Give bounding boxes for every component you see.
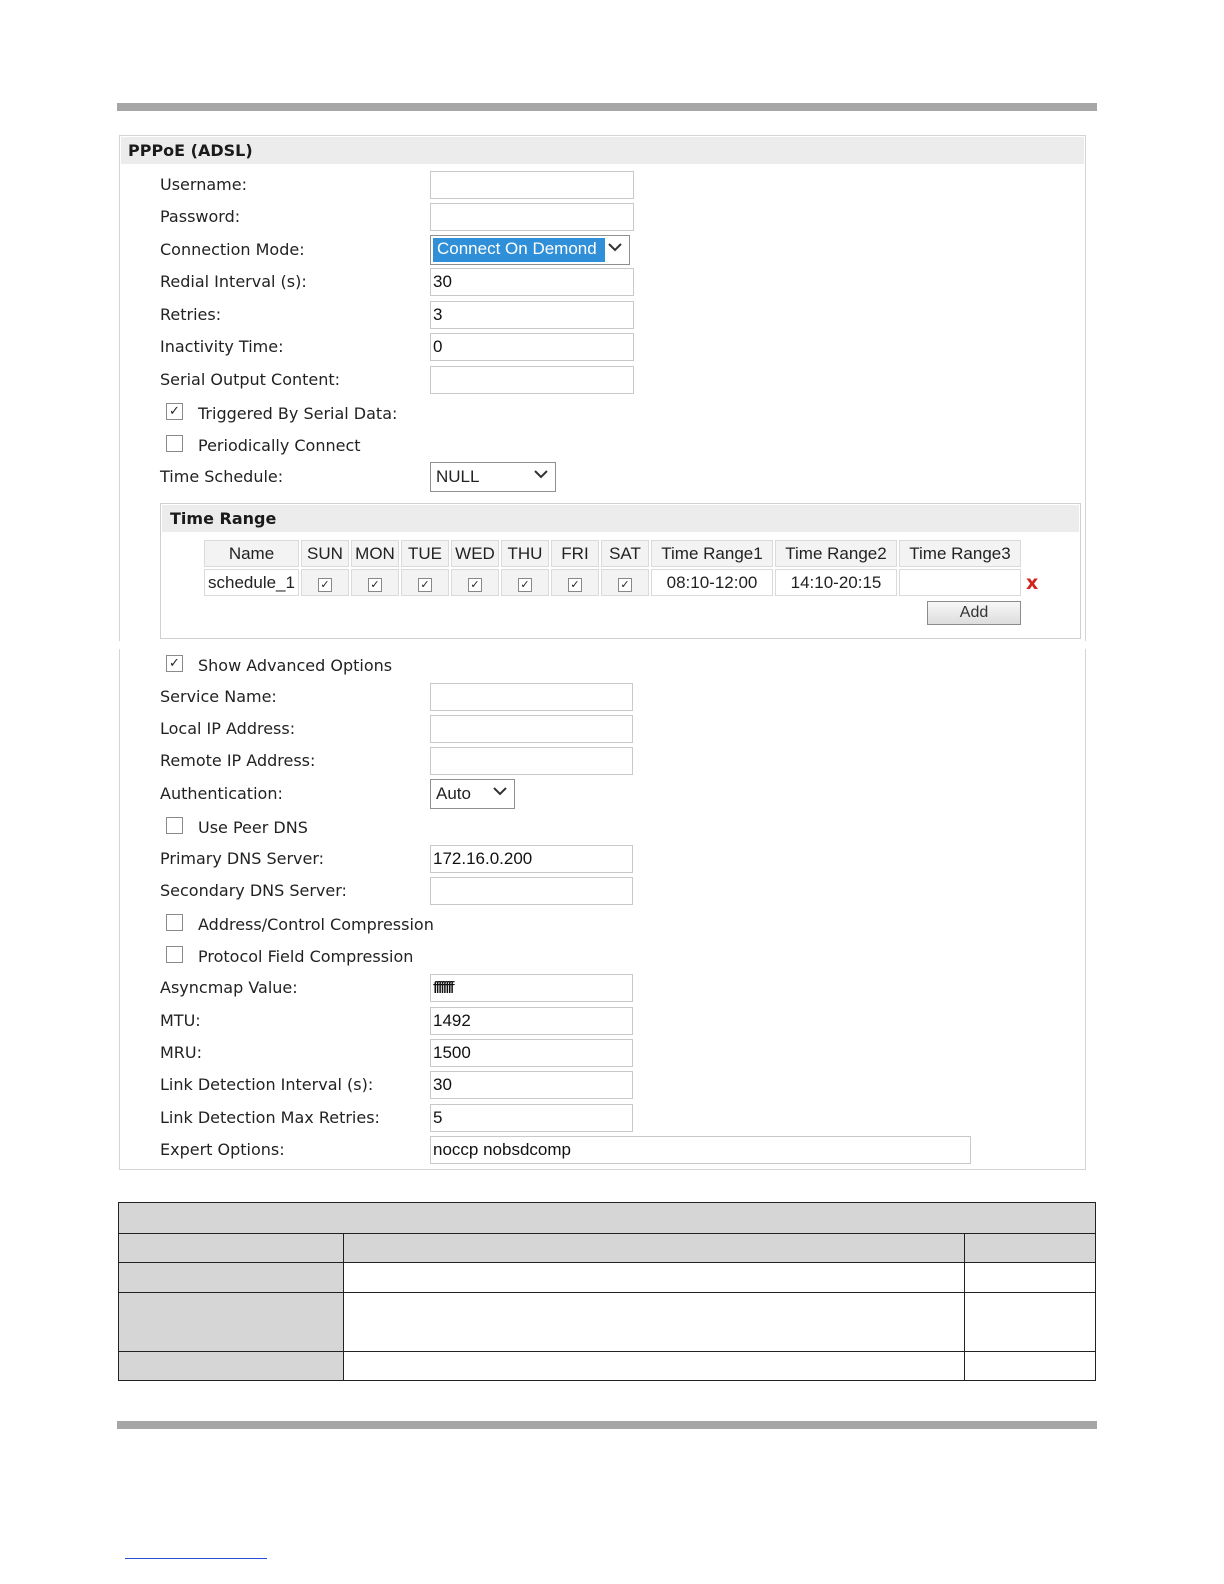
show-advanced-checkbox[interactable]: ✓	[166, 655, 183, 672]
col-name: Name	[204, 540, 299, 567]
time-range-title: Time Range	[162, 505, 1079, 532]
time-schedule-select[interactable]	[430, 462, 556, 492]
table-title-row	[119, 1203, 1096, 1234]
mon-checkbox[interactable]: ✓	[368, 578, 382, 592]
inactivity-time-input[interactable]: 0	[430, 333, 634, 361]
col-sat: SAT	[601, 540, 649, 567]
password-input[interactable]	[430, 203, 634, 231]
link-detection-retries-input[interactable]: 5	[430, 1104, 633, 1132]
remote-ip-input[interactable]	[430, 747, 633, 775]
local-ip-label: Local IP Address:	[160, 719, 296, 738]
retries-input[interactable]: 3	[430, 301, 634, 329]
table-row	[204, 569, 1021, 596]
table-header-row	[119, 1234, 1096, 1263]
connection-mode-select[interactable]	[430, 235, 630, 265]
redial-interval-label: Redial Interval (s):	[160, 272, 307, 291]
fri-checkbox[interactable]: ✓	[568, 578, 582, 592]
serial-output-input[interactable]	[430, 366, 634, 394]
mru-label: MRU:	[160, 1043, 203, 1062]
col-sun: SUN	[301, 540, 349, 567]
bottom-rule	[117, 1421, 1097, 1429]
parameter-table	[118, 1202, 1096, 1381]
password-label: Password:	[160, 207, 241, 226]
col-tue: TUE	[401, 540, 449, 567]
panel-gap	[119, 641, 1086, 649]
tue-checkbox[interactable]: ✓	[418, 578, 432, 592]
sun-checkbox[interactable]: ✓	[318, 578, 332, 592]
link-detection-retries-label: Link Detection Max Retries:	[160, 1108, 380, 1127]
mtu-input[interactable]: 1492	[430, 1007, 633, 1035]
peer-dns-checkbox[interactable]	[166, 817, 183, 834]
asyncmap-input[interactable]: ffffffff	[430, 974, 633, 1002]
asyncmap-label: Asyncmap Value:	[160, 978, 298, 997]
panel-title: PPPoE (ADSL)	[121, 137, 1084, 164]
triggered-checkbox[interactable]: ✓	[166, 403, 183, 420]
secondary-dns-label: Secondary DNS Server:	[160, 881, 347, 900]
primary-dns-label: Primary DNS Server:	[160, 849, 325, 868]
table-row	[119, 1263, 1096, 1293]
col-thu: THU	[501, 540, 549, 567]
expert-options-label: Expert Options:	[160, 1140, 285, 1159]
chevron-down-icon	[607, 239, 623, 260]
col-wed: WED	[451, 540, 499, 567]
connection-mode-label: Connection Mode:	[160, 240, 305, 259]
addr-ctrl-compression-label: Address/Control Compression	[198, 915, 434, 934]
col-mon: MON	[351, 540, 399, 567]
chevron-down-icon	[533, 466, 549, 487]
time-range2-cell[interactable]: 14:10-20:15	[775, 569, 897, 596]
peer-dns-label: Use Peer DNS	[198, 818, 308, 837]
authentication-value: Auto	[436, 784, 471, 803]
username-label: Username:	[160, 175, 247, 194]
serial-output-label: Serial Output Content:	[160, 370, 341, 389]
local-ip-input[interactable]	[430, 715, 633, 743]
authentication-select[interactable]	[430, 779, 515, 809]
link-detection-interval-input[interactable]: 30	[430, 1071, 633, 1099]
service-name-input[interactable]	[430, 683, 633, 711]
delete-row-icon[interactable]: x	[1026, 572, 1039, 594]
top-rule	[117, 103, 1097, 111]
time-range1-cell[interactable]: 08:10-12:00	[651, 569, 773, 596]
triggered-label: Triggered By Serial Data:	[198, 404, 398, 423]
schedule-name-cell[interactable]: schedule_1	[204, 569, 299, 596]
mru-input[interactable]: 1500	[430, 1039, 633, 1067]
footer-link-underline[interactable]	[125, 1558, 267, 1559]
time-schedule-value: NULL	[436, 467, 480, 486]
add-button[interactable]: Add	[927, 601, 1021, 625]
wed-checkbox[interactable]: ✓	[468, 578, 482, 592]
sat-checkbox[interactable]: ✓	[618, 578, 632, 592]
proto-field-compression-label: Protocol Field Compression	[198, 947, 414, 966]
expert-options-input[interactable]: noccp nobsdcomp	[430, 1136, 971, 1164]
thu-checkbox[interactable]: ✓	[518, 578, 532, 592]
primary-dns-input[interactable]: 172.16.0.200	[430, 845, 633, 873]
addr-ctrl-compression-checkbox[interactable]	[166, 914, 183, 931]
table-row	[119, 1293, 1096, 1352]
username-input[interactable]	[430, 171, 634, 199]
retries-label: Retries:	[160, 305, 222, 324]
time-schedule-label: Time Schedule:	[160, 467, 284, 486]
inactivity-time-label: Inactivity Time:	[160, 337, 284, 356]
link-detection-interval-label: Link Detection Interval (s):	[160, 1075, 374, 1094]
periodic-connect-label: Periodically Connect	[198, 436, 361, 455]
periodic-connect-checkbox[interactable]	[166, 435, 183, 452]
secondary-dns-input[interactable]	[430, 877, 633, 905]
table-row	[119, 1352, 1096, 1381]
service-name-label: Service Name:	[160, 687, 277, 706]
authentication-label: Authentication:	[160, 784, 283, 803]
connection-mode-value: Connect On Demond	[433, 238, 605, 262]
time-range-table	[202, 538, 1023, 598]
time-range3-cell[interactable]	[899, 569, 1021, 596]
redial-interval-input[interactable]: 30	[430, 268, 634, 296]
mtu-label: MTU:	[160, 1011, 201, 1030]
col-fri: FRI	[551, 540, 599, 567]
remote-ip-label: Remote IP Address:	[160, 751, 316, 770]
proto-field-compression-checkbox[interactable]	[166, 946, 183, 963]
col-time-range1: Time Range1	[651, 540, 773, 567]
col-time-range3: Time Range3	[899, 540, 1021, 567]
col-time-range2: Time Range2	[775, 540, 897, 567]
chevron-down-icon	[492, 783, 508, 804]
show-advanced-label: Show Advanced Options	[198, 656, 393, 675]
